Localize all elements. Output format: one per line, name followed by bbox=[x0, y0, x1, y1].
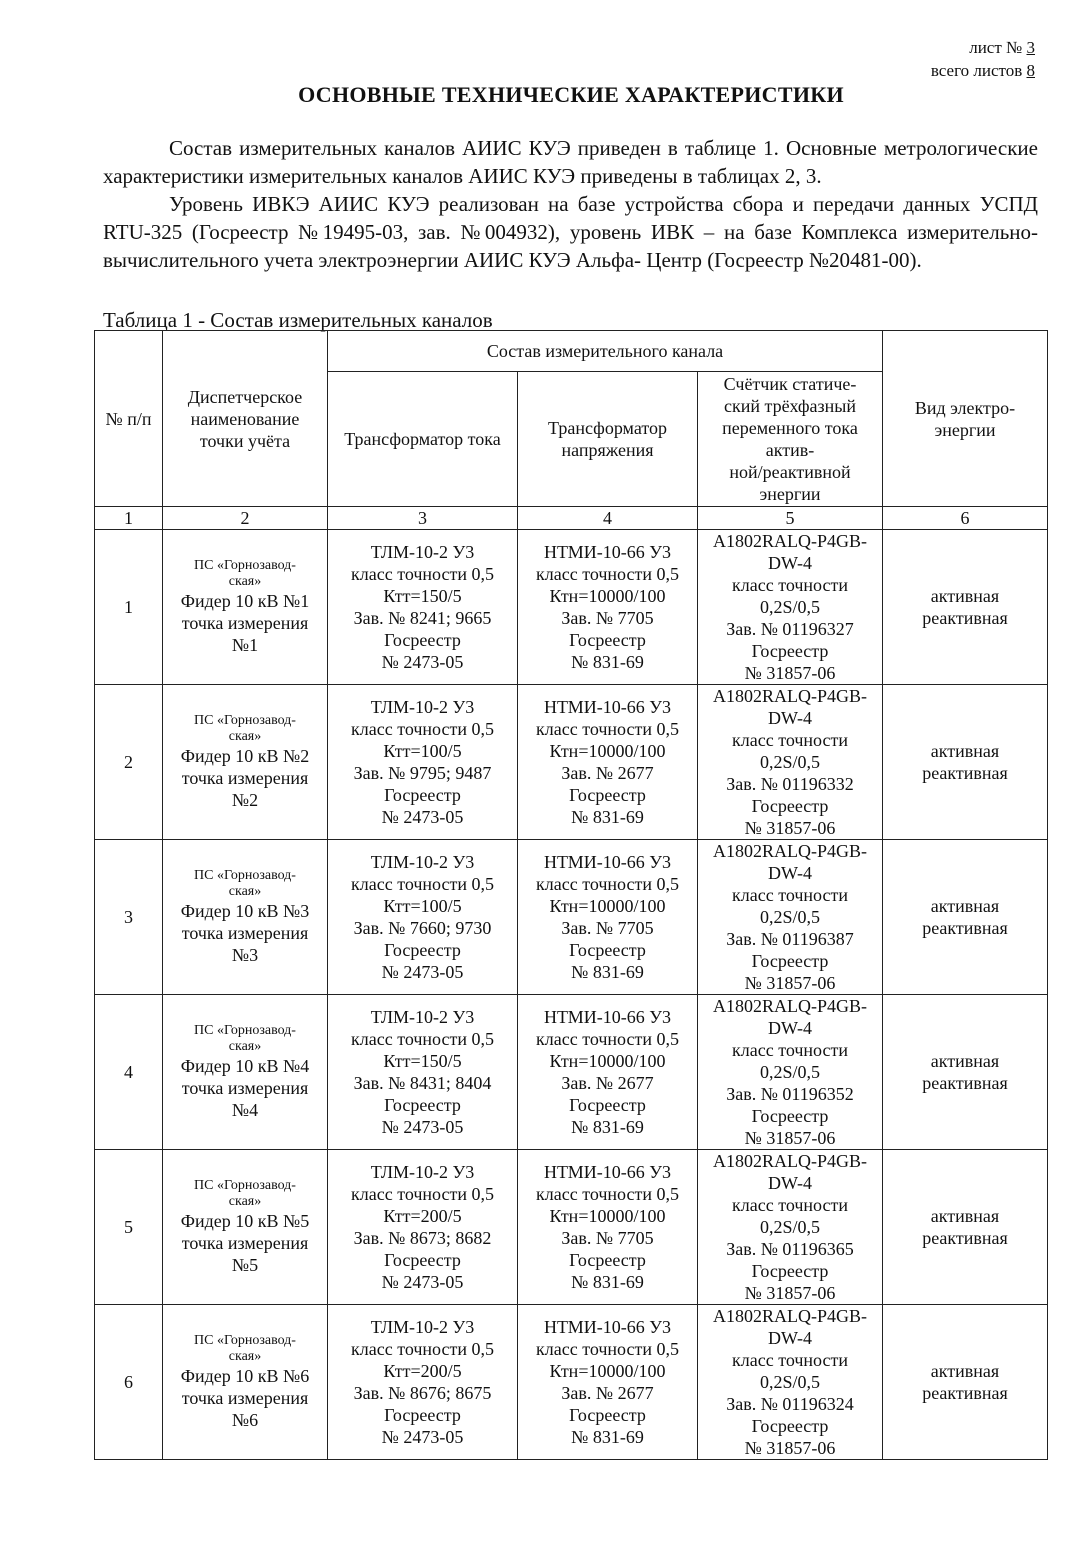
row-voltage-transformer bbox=[518, 1150, 698, 1305]
cell-line: № 831-69 bbox=[571, 1117, 644, 1137]
row-meter bbox=[698, 1150, 883, 1305]
point-name-line: точка измерения bbox=[181, 1388, 309, 1408]
cell-line: Зав. № 9795; 9487 bbox=[353, 763, 492, 783]
cell-line: ТЛМ-10-2 У3 bbox=[370, 1317, 475, 1337]
row-point-name bbox=[163, 1305, 328, 1460]
cell-line: реактивная bbox=[922, 608, 1008, 628]
point-name-line: ПС «Горнозавод- bbox=[194, 1178, 296, 1193]
row-energy-type bbox=[883, 1305, 1048, 1460]
cell-line: Ктт=100/5 bbox=[383, 741, 462, 761]
cell-line: № 31857-06 bbox=[744, 1438, 836, 1458]
cell-line: Госреестр bbox=[384, 630, 461, 650]
row-current-transformer bbox=[328, 685, 518, 840]
header-energy bbox=[883, 331, 1048, 507]
point-name-line: №1 bbox=[231, 635, 259, 655]
cell-line: реактивная bbox=[922, 918, 1008, 938]
cell-line: ТЛМ-10-2 У3 bbox=[370, 1162, 475, 1182]
cell-line: НТМИ-10-66 У3 bbox=[544, 542, 671, 562]
cell-line: реактивная bbox=[922, 763, 1008, 783]
cell-line: ский трёхфазный bbox=[723, 396, 856, 416]
cell-line: № 2473-05 bbox=[381, 1117, 464, 1137]
cell-line: Ктт=200/5 bbox=[383, 1206, 462, 1226]
table-row bbox=[95, 995, 1048, 1150]
cell-line: 0,2S/0,5 bbox=[759, 1062, 820, 1082]
sheet-total: всего листов 8 bbox=[930, 61, 1035, 80]
cell-line: Зав. № 8673; 8682 bbox=[353, 1228, 492, 1248]
cell-line: класс точности bbox=[732, 575, 848, 595]
cell-line: № 831-69 bbox=[571, 1272, 644, 1292]
row-voltage-transformer bbox=[518, 1305, 698, 1460]
cell-line: № 2473-05 bbox=[381, 1272, 464, 1292]
cell-line: № 2473-05 bbox=[381, 962, 464, 982]
point-name-line: Фидер 10 кВ №4 bbox=[180, 1056, 310, 1076]
row-current-transformer bbox=[328, 995, 518, 1150]
cell-line: A1802RALQ-P4GB- bbox=[712, 1151, 867, 1171]
header-ct: Трансформатор тока bbox=[328, 372, 518, 507]
point-name-line: №3 bbox=[231, 945, 259, 965]
point-name-line: №2 bbox=[231, 790, 259, 810]
row-number: 6 bbox=[95, 1305, 163, 1460]
table-caption: Таблица 1 - Состав измерительных каналов bbox=[103, 308, 493, 332]
col-number: 6 bbox=[883, 507, 1048, 530]
cell-line: класс точности 0,5 bbox=[536, 719, 679, 739]
row-current-transformer bbox=[328, 530, 518, 685]
row-number: 5 bbox=[95, 1150, 163, 1305]
cell-line: Госреестр bbox=[751, 1416, 829, 1436]
header-num: № п/п bbox=[95, 331, 163, 507]
row-meter bbox=[698, 685, 883, 840]
cell-line: класс точности 0,5 bbox=[351, 1184, 494, 1204]
cell-line: наименование bbox=[190, 408, 300, 429]
cell-line: № 831-69 bbox=[571, 652, 644, 672]
cell-line: Госреестр bbox=[569, 785, 646, 805]
col-number: 1 bbox=[95, 507, 163, 530]
cell-line: Зав. № 7705 bbox=[561, 1228, 654, 1248]
cell-line: реактивная bbox=[922, 1228, 1008, 1248]
cell-line: № 2473-05 bbox=[381, 1427, 464, 1447]
cell-line: Госреестр bbox=[569, 1405, 646, 1425]
header-vt bbox=[518, 372, 698, 507]
cell-line: A1802RALQ-P4GB- bbox=[712, 531, 867, 551]
header-name bbox=[163, 331, 328, 507]
row-voltage-transformer bbox=[518, 530, 698, 685]
point-name-line: ская» bbox=[228, 1349, 262, 1364]
row-voltage-transformer bbox=[518, 995, 698, 1150]
point-name-line: ПС «Горнозавод- bbox=[194, 713, 296, 728]
cell-line: Госреестр bbox=[384, 1095, 461, 1115]
point-name-line: ПС «Горнозавод- bbox=[194, 558, 296, 573]
col-number: 4 bbox=[518, 507, 698, 530]
cell-line: класс точности bbox=[732, 1350, 848, 1370]
cell-line: класс точности 0,5 bbox=[351, 564, 494, 584]
col-number: 3 bbox=[328, 507, 518, 530]
cell-line: Госреестр bbox=[569, 630, 646, 650]
point-name-line: Фидер 10 кВ №6 bbox=[180, 1366, 310, 1386]
cell-line: Госреестр bbox=[384, 1250, 461, 1270]
cell-line: Госреестр bbox=[751, 1261, 829, 1281]
point-name-line: №6 bbox=[231, 1410, 259, 1430]
row-meter bbox=[698, 530, 883, 685]
cell-line: Зав. № 01196352 bbox=[726, 1084, 854, 1104]
cell-line: НТМИ-10-66 У3 bbox=[544, 1317, 671, 1337]
cell-line: Вид электро- bbox=[914, 397, 1016, 418]
point-name-line: Фидер 10 кВ №1 bbox=[180, 591, 310, 611]
point-name-line: ская» bbox=[228, 1194, 262, 1209]
cell-line: Госреестр bbox=[751, 641, 829, 661]
header-row bbox=[95, 331, 1048, 372]
cell-line: ТЛМ-10-2 У3 bbox=[370, 852, 475, 872]
paragraph: Состав измерительных каналов АИИС КУЭ приведен в таблице 1. Основные метрологические характеристики измерительных каналов АИИС КУЭ приведены в таблицах 2, 3. bbox=[103, 136, 1038, 188]
cell-line: Зав. № 2677 bbox=[561, 1383, 654, 1403]
cell-line: Трансформатор bbox=[548, 418, 667, 438]
cell-line: DW-4 bbox=[768, 1328, 812, 1348]
cell-line: № 2473-05 bbox=[381, 807, 464, 827]
cell-line: № 31857-06 bbox=[744, 1128, 836, 1148]
row-point-name bbox=[163, 840, 328, 995]
cell-line: Ктт=150/5 bbox=[383, 1051, 462, 1071]
cell-line: 0,2S/0,5 bbox=[759, 597, 820, 617]
cell-line: DW-4 bbox=[768, 553, 812, 573]
cell-line: 0,2S/0,5 bbox=[759, 907, 820, 927]
cell-line: A1802RALQ-P4GB- bbox=[712, 1306, 867, 1326]
point-name-line: №4 bbox=[231, 1100, 259, 1120]
cell-line: Ктн=10000/100 bbox=[549, 1206, 666, 1226]
cell-line: № 831-69 bbox=[571, 1427, 644, 1447]
row-energy-type bbox=[883, 995, 1048, 1150]
cell-line: Ктт=100/5 bbox=[383, 896, 462, 916]
cell-line: класс точности bbox=[732, 730, 848, 750]
cell-line: DW-4 bbox=[768, 1173, 812, 1193]
cell-line: DW-4 bbox=[768, 863, 812, 883]
cell-line: ТЛМ-10-2 У3 bbox=[370, 542, 475, 562]
cell-line: Ктн=10000/100 bbox=[549, 586, 666, 606]
point-name-line: ская» bbox=[228, 884, 262, 899]
cell-line: DW-4 bbox=[768, 1018, 812, 1038]
point-name-line: ская» bbox=[228, 729, 262, 744]
point-name-line: точка измерения bbox=[181, 923, 309, 943]
table-row bbox=[95, 1150, 1048, 1305]
cell-line: ТЛМ-10-2 У3 bbox=[370, 1007, 475, 1027]
cell-line: Зав. № 01196327 bbox=[726, 619, 854, 639]
cell-line: НТМИ-10-66 У3 bbox=[544, 852, 671, 872]
cell-line: Госреестр bbox=[569, 1095, 646, 1115]
cell-line: класс точности bbox=[732, 1195, 848, 1215]
cell-line: класс точности 0,5 bbox=[536, 1184, 679, 1204]
cell-line: Ктт=200/5 bbox=[383, 1361, 462, 1381]
cell-line: 0,2S/0,5 bbox=[759, 752, 820, 772]
row-energy-type bbox=[883, 530, 1048, 685]
row-meter bbox=[698, 840, 883, 995]
column-numbers-row bbox=[95, 507, 1048, 530]
cell-line: энергии bbox=[759, 484, 821, 504]
header-group: Состав измерительного канала bbox=[328, 331, 883, 372]
point-name-line: Фидер 10 кВ №5 bbox=[180, 1211, 310, 1231]
row-number: 3 bbox=[95, 840, 163, 995]
cell-line: НТМИ-10-66 У3 bbox=[544, 1162, 671, 1182]
cell-line: класс точности 0,5 bbox=[351, 874, 494, 894]
cell-line: Госреестр bbox=[569, 940, 646, 960]
cell-line: Зав. № 8241; 9665 bbox=[353, 608, 492, 628]
table-row bbox=[95, 530, 1048, 685]
cell-line: № 31857-06 bbox=[744, 1283, 836, 1303]
cell-line: № 31857-06 bbox=[744, 663, 836, 683]
cell-line: Диспетчерское bbox=[187, 386, 303, 407]
point-name-line: ская» bbox=[228, 574, 262, 589]
page-title: ОСНОВНЫЕ ТЕХНИЧЕСКИЕ ХАРАКТЕРИСТИКИ bbox=[298, 82, 844, 107]
cell-line: Госреестр bbox=[384, 1405, 461, 1425]
col-number: 5 bbox=[698, 507, 883, 530]
table-row bbox=[95, 1305, 1048, 1460]
row-number: 1 bbox=[95, 530, 163, 685]
cell-line: Зав. № 2677 bbox=[561, 1073, 654, 1093]
cell-line: класс точности 0,5 bbox=[536, 564, 679, 584]
cell-line: № 831-69 bbox=[571, 962, 644, 982]
point-name-line: ская» bbox=[228, 1039, 262, 1054]
cell-line: активная bbox=[930, 586, 1000, 606]
cell-line: Зав. № 01196387 bbox=[726, 929, 854, 949]
cell-line: класс точности bbox=[732, 885, 848, 905]
cell-line: ТЛМ-10-2 У3 bbox=[370, 697, 475, 717]
cell-line: класс точности 0,5 bbox=[536, 874, 679, 894]
row-voltage-transformer bbox=[518, 685, 698, 840]
row-point-name bbox=[163, 1150, 328, 1305]
point-name-line: №5 bbox=[231, 1255, 259, 1275]
row-point-name bbox=[163, 530, 328, 685]
point-name-line: ПС «Горнозавод- bbox=[194, 1333, 296, 1348]
point-name-line: Фидер 10 кВ №3 bbox=[180, 901, 310, 921]
cell-line: ной/реактивной bbox=[729, 462, 851, 482]
cell-line: № 831-69 bbox=[571, 807, 644, 827]
cell-line: A1802RALQ-P4GB- bbox=[712, 841, 867, 861]
cell-line: реактивная bbox=[922, 1383, 1008, 1403]
point-name-line: точка измерения bbox=[181, 613, 309, 633]
cell-line: актив- bbox=[765, 440, 815, 460]
cell-line: НТМИ-10-66 У3 bbox=[544, 1007, 671, 1027]
cell-line: активная bbox=[930, 896, 1000, 916]
cell-line: Госреестр bbox=[384, 940, 461, 960]
point-name-line: ПС «Горнозавод- bbox=[194, 868, 296, 883]
row-meter bbox=[698, 995, 883, 1150]
cell-line: переменного тока bbox=[722, 418, 858, 438]
cell-line: Ктн=10000/100 bbox=[549, 1361, 666, 1381]
cell-line: Ктн=10000/100 bbox=[549, 896, 666, 916]
table-row bbox=[95, 840, 1048, 995]
cell-line: Ктт=150/5 bbox=[383, 586, 462, 606]
cell-line: DW-4 bbox=[768, 708, 812, 728]
cell-line: активная bbox=[930, 1361, 1000, 1381]
point-name-line: точка измерения bbox=[181, 768, 309, 788]
cell-line: Зав. № 7705 bbox=[561, 918, 654, 938]
header-meter bbox=[698, 372, 883, 507]
cell-line: № 2473-05 bbox=[381, 652, 464, 672]
cell-line: Зав. № 7660; 9730 bbox=[353, 918, 492, 938]
cell-line: Ктн=10000/100 bbox=[549, 741, 666, 761]
point-name-line: ПС «Горнозавод- bbox=[194, 1023, 296, 1038]
row-number: 4 bbox=[95, 995, 163, 1150]
cell-line: Зав. № 2677 bbox=[561, 763, 654, 783]
cell-line: активная bbox=[930, 1206, 1000, 1226]
cell-line: класс точности bbox=[732, 1040, 848, 1060]
point-name-line: Фидер 10 кВ №2 bbox=[180, 746, 310, 766]
row-energy-type bbox=[883, 685, 1048, 840]
intro-text bbox=[103, 134, 1038, 274]
row-voltage-transformer bbox=[518, 840, 698, 995]
cell-line: Госреестр bbox=[751, 1106, 829, 1126]
cell-line: Зав. № 7705 bbox=[561, 608, 654, 628]
row-current-transformer bbox=[328, 1150, 518, 1305]
cell-line: Зав. № 01196365 bbox=[726, 1239, 854, 1259]
cell-line: Зав. № 8431; 8404 bbox=[353, 1073, 492, 1093]
cell-line: класс точности 0,5 bbox=[351, 1339, 494, 1359]
col-number: 2 bbox=[163, 507, 328, 530]
cell-line: Зав. № 01196332 bbox=[726, 774, 854, 794]
cell-line: Госреестр bbox=[569, 1250, 646, 1270]
cell-line: Ктн=10000/100 bbox=[549, 1051, 666, 1071]
cell-line: класс точности 0,5 bbox=[536, 1339, 679, 1359]
cell-line: класс точности 0,5 bbox=[351, 1029, 494, 1049]
row-point-name bbox=[163, 995, 328, 1150]
row-current-transformer bbox=[328, 840, 518, 995]
channels-table bbox=[94, 330, 1048, 1460]
cell-line: № 31857-06 bbox=[744, 973, 836, 993]
cell-line: Госреестр bbox=[751, 951, 829, 971]
row-energy-type bbox=[883, 1150, 1048, 1305]
cell-line: Зав. № 8676; 8675 bbox=[353, 1383, 492, 1403]
cell-line: Счётчик статиче- bbox=[723, 374, 857, 394]
cell-line: точки учёта bbox=[199, 430, 291, 451]
cell-line: 0,2S/0,5 bbox=[759, 1217, 820, 1237]
paragraph: Уровень ИВКЭ АИИС КУЭ реализован на базе устройства сбора и передачи данных УСПД RTU-325 (Госреестр №19495-03, зав. №004932), уровень ИВК – на базе Комплекса измерительно-вычислительного учета электроэнергии АИИС КУЭ Альфа- Центр (Госреестр №20481-00). bbox=[103, 192, 1038, 272]
row-energy-type bbox=[883, 840, 1048, 995]
cell-line: Госреестр bbox=[751, 796, 829, 816]
cell-line: активная bbox=[930, 741, 1000, 761]
cell-line: класс точности 0,5 bbox=[536, 1029, 679, 1049]
row-point-name bbox=[163, 685, 328, 840]
cell-line: Зав. № 01196324 bbox=[726, 1394, 854, 1414]
cell-line: НТМИ-10-66 У3 bbox=[544, 697, 671, 717]
cell-line: реактивная bbox=[922, 1073, 1008, 1093]
table-row bbox=[95, 685, 1048, 840]
cell-line: активная bbox=[930, 1051, 1000, 1071]
cell-line: энергии bbox=[934, 419, 996, 440]
cell-line: напряжения bbox=[561, 440, 654, 460]
cell-line: Госреестр bbox=[384, 785, 461, 805]
row-number: 2 bbox=[95, 685, 163, 840]
cell-line: № 31857-06 bbox=[744, 818, 836, 838]
point-name-line: точка измерения bbox=[181, 1078, 309, 1098]
cell-line: 0,2S/0,5 bbox=[759, 1372, 820, 1392]
cell-line: A1802RALQ-P4GB- bbox=[712, 686, 867, 706]
cell-line: A1802RALQ-P4GB- bbox=[712, 996, 867, 1016]
sheet-number: лист № 3 bbox=[969, 38, 1035, 57]
row-current-transformer bbox=[328, 1305, 518, 1460]
sheet-info bbox=[931, 36, 1035, 82]
row-meter bbox=[698, 1305, 883, 1460]
cell-line: класс точности 0,5 bbox=[351, 719, 494, 739]
point-name-line: точка измерения bbox=[181, 1233, 309, 1253]
